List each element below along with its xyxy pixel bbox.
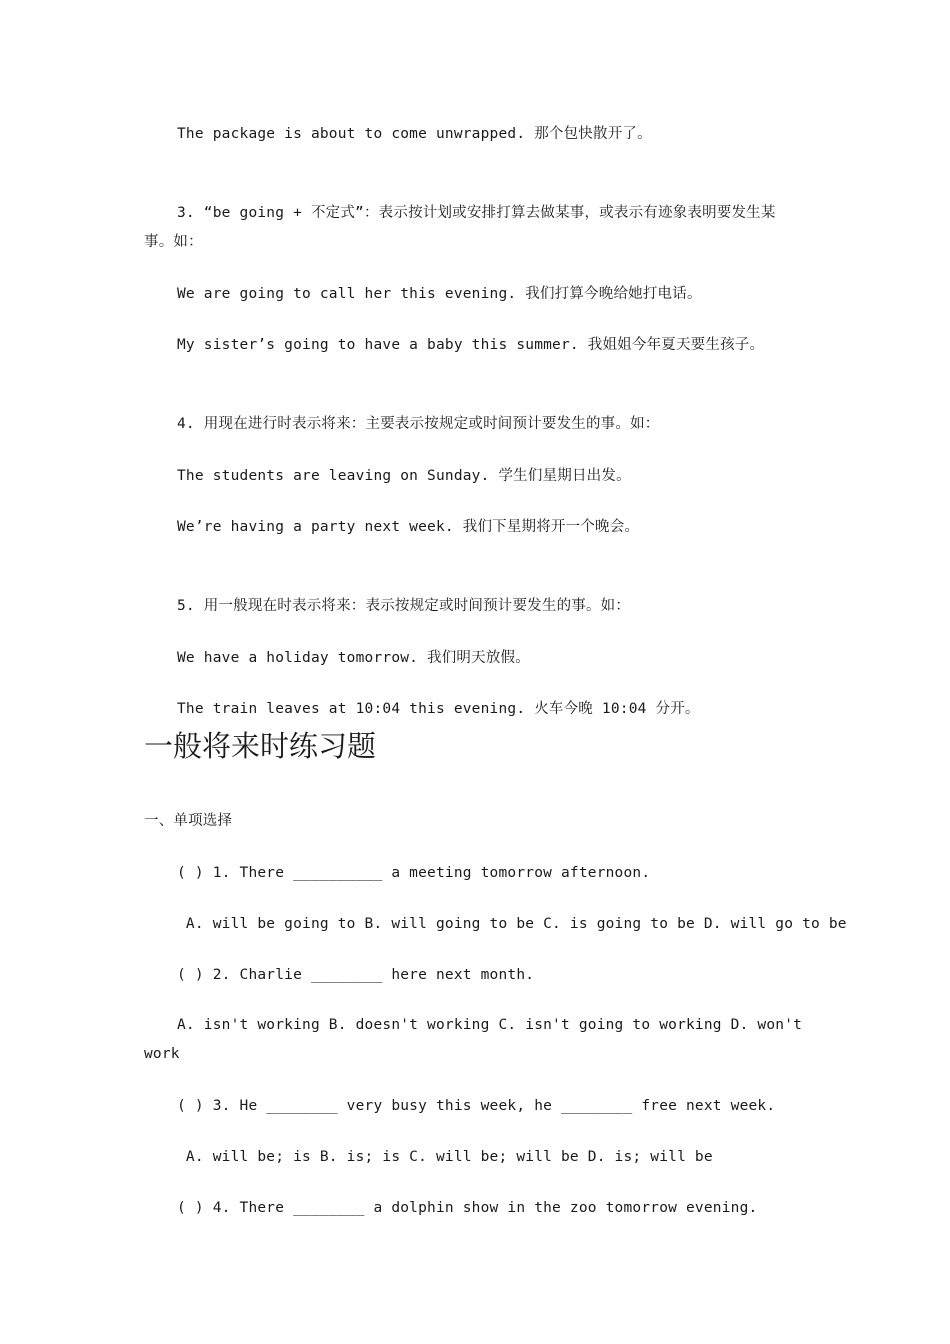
example-sentence: We are going to call her this evening. 我们打算今晚给她打电话。: [177, 286, 702, 302]
rule-5-paragraph: 5. 用一般现在时表示将来：表示按规定或时间预计要发生的事。如：: [177, 598, 631, 614]
rule-3-paragraph: 3. “be going + 不定式”：表示按计划或安排打算去做某事，或表示有迹象表明要发生某事。如：: [144, 205, 776, 250]
example-sentence: We’re having a party next week. 我们下星期将开一个晚会。: [177, 519, 640, 535]
question-4: ( ) 4. There ________ a dolphin show in the zoo tomorrow evening.: [177, 1200, 758, 1216]
example-sentence: My sister’s going to have a baby this summer. 我姐姐今年夏天要生孩子。: [177, 337, 765, 353]
rule-4-paragraph: 4. 用现在进行时表示将来：主要表示按规定或时间预计要发生的事。如：: [177, 416, 660, 432]
question-3-options: A. will be; is B. is; is C. will be; will be D. is; will be: [177, 1149, 713, 1165]
exercise-heading: 一般将来时练习题: [144, 729, 377, 763]
question-2-options: A. isn't working B. doesn't working C. isn't going to working D. won't work: [144, 1017, 803, 1062]
example-sentence: We have a holiday tomorrow. 我们明天放假。: [177, 650, 530, 666]
example-sentence: The package is about to come unwrapped. 那个包快散开了。: [177, 126, 652, 142]
section-title: 一、单项选择: [144, 813, 233, 829]
example-sentence: The students are leaving on Sunday. 学生们星期日出发。: [177, 468, 631, 484]
question-1-options: A. will be going to B. will going to be C. is going to be D. will go to be: [177, 916, 847, 932]
example-sentence: The train leaves at 10:04 this evening. 火车今晚 10:04 分开。: [177, 701, 700, 717]
question-2: ( ) 2. Charlie ________ here next month.: [177, 967, 535, 983]
question-1: ( ) 1. There __________ a meeting tomorrow afternoon.: [177, 865, 651, 881]
question-3: ( ) 3. He ________ very busy this week, he ________ free next week.: [177, 1098, 776, 1114]
